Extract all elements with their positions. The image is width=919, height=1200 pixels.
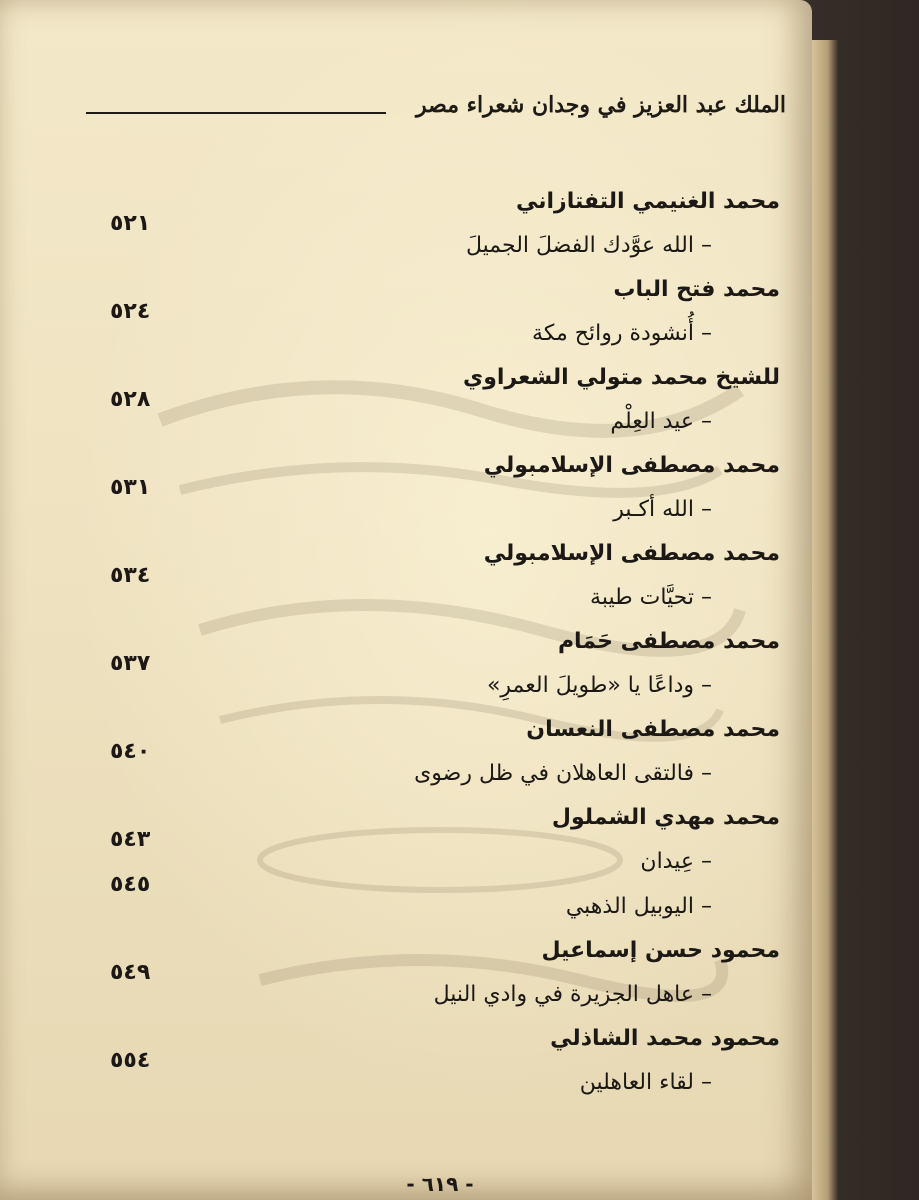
toc-poem-row	[110, 563, 780, 620]
table-of-contents	[110, 180, 780, 1105]
toc-author: محمد فتح الباب	[613, 277, 780, 302]
toc-author: محمد مصطفى حَمَام	[557, 629, 780, 654]
toc-poem-title: – اليوبيل الذهبي	[566, 884, 780, 929]
toc-poem-title: – عِيدان	[640, 839, 780, 884]
toc-page-number: ٥٤٩	[110, 960, 151, 985]
toc-page-number: ٥٣١	[110, 475, 151, 500]
toc-poem-title: – عيد العِلْم	[610, 399, 780, 444]
toc-poem-title: – أُنشودة روائح مكة	[532, 311, 780, 356]
toc-page-number: ٥٣٧	[110, 651, 151, 676]
page-number: - ٦١٩ -	[406, 1172, 474, 1196]
page-edge	[812, 40, 838, 1200]
toc-page-number: ٥٣٤	[110, 563, 151, 588]
toc-poem-title: – فالتقى العاهلان في ظل رضوى	[414, 751, 780, 796]
toc-poem-row	[110, 827, 780, 884]
toc-page-number: ٥٤٣	[110, 827, 151, 852]
toc-poem-row	[110, 651, 780, 708]
toc-author: محمد مصطفى النعسان	[526, 717, 780, 742]
header-rule	[86, 112, 386, 114]
toc-author: محمد مهدي الشملول	[551, 805, 780, 830]
toc-poem-title: – وداعًا يا «طويلَ العمرِ»	[487, 663, 780, 708]
toc-poem-row	[110, 475, 780, 532]
toc-author: محمد مصطفى الإسلامبولي	[483, 541, 780, 566]
toc-poem-row	[110, 211, 780, 268]
toc-page-number: ٥٢١	[110, 211, 151, 236]
toc-author: محمود محمد الشاذلي	[550, 1026, 780, 1051]
toc-page-number: ٥٤٥	[110, 872, 151, 897]
toc-page-number: ٥٢٤	[110, 299, 151, 324]
toc-page-number: ٥٥٤	[110, 1048, 151, 1073]
toc-poem-row	[110, 1048, 780, 1105]
toc-poem-title: – الله عوَّدك الفضلَ الجميلَ	[466, 223, 780, 268]
toc-author: للشيخ محمد متولي الشعراوي	[463, 365, 780, 390]
toc-poem-row	[110, 960, 780, 1017]
toc-poem-row	[110, 299, 780, 356]
running-title: الملك عبد العزيز في وجدان شعراء مصر	[416, 92, 786, 118]
running-header	[86, 92, 786, 132]
toc-poem-row	[110, 387, 780, 444]
toc-page-number: ٥٤٠	[110, 739, 151, 764]
toc-poem-row	[110, 739, 780, 796]
toc-poem-row	[110, 872, 780, 929]
toc-author: محمد مصطفى الإسلامبولي	[483, 453, 780, 478]
toc-poem-title: – تحيَّات طيبة	[590, 575, 780, 620]
toc-page-number: ٥٢٨	[110, 387, 151, 412]
toc-author: محمود حسن إسماعيل	[541, 938, 780, 963]
toc-poem-title: – الله أكـبر	[613, 487, 780, 532]
toc-poem-title: – لقاء العاهلين	[580, 1060, 780, 1105]
toc-poem-title: – عاهل الجزيرة في وادي النيل	[434, 972, 780, 1017]
toc-author: محمد الغنيمي التفتازاني	[515, 189, 780, 214]
